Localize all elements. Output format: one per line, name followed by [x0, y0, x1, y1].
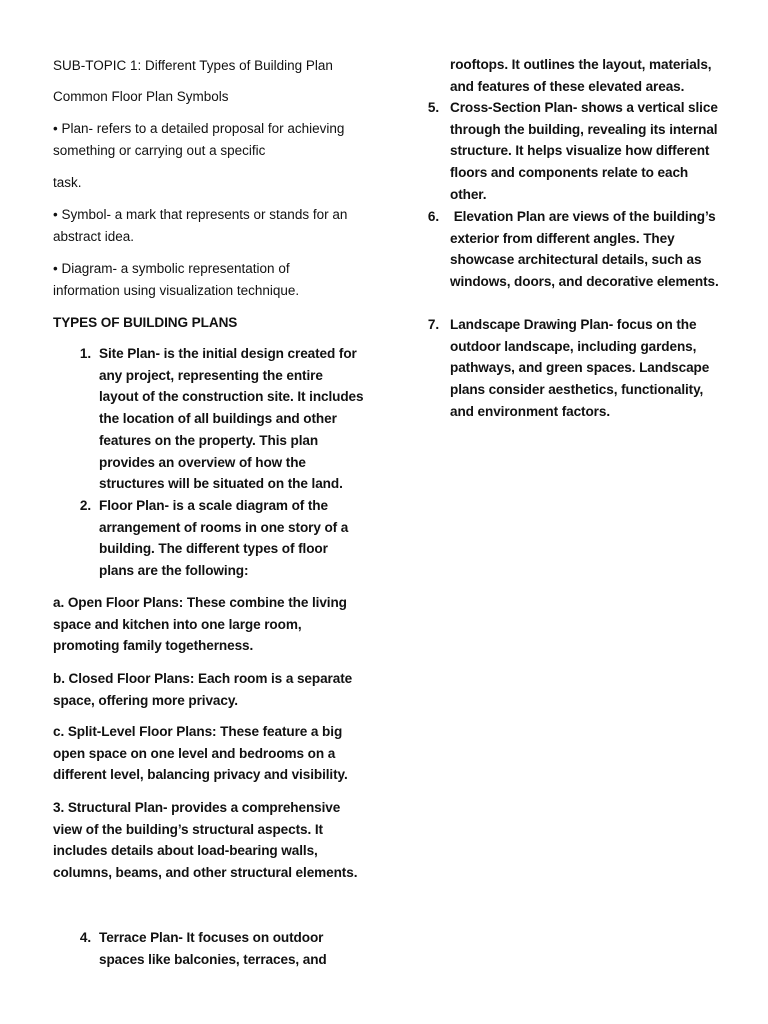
subtopic-title: SUB-TOPIC 1: Different Types of Building Plan — [53, 58, 333, 73]
list-number: 1. — [79, 346, 91, 361]
list-number: 7. — [427, 317, 439, 332]
list-item-terrace-plan — [53, 927, 365, 970]
list-text: Elevation Plan are views of the building’s exterior from different angles. They showcase architectural details, such as windows, doors, and decorative elements. — [450, 209, 720, 290]
list-item-elevation-plan — [425, 206, 725, 293]
list-text: Cross-Section Plan- shows a vertical slice through the building, revealing its internal structure. It helps visualize how different floors and components relate to each other. — [450, 100, 718, 202]
open-floor-plans: a. Open Floor Plans: These combine the living space and kitchen into one large room, promoting family togetherness. — [53, 595, 347, 654]
list-number: 4. — [79, 930, 91, 945]
diagram-definition: • Diagram- a symbolic representation of information using visualization technique. — [53, 261, 300, 298]
symbols-heading: Common Floor Plan Symbols — [53, 89, 229, 104]
list-text: Floor Plan- is a scale diagram of the arrangement of rooms in one story of a building. The different types of floor plans are the following: — [99, 498, 349, 579]
list-number: 5. — [427, 100, 439, 115]
list-item-floor-plan — [53, 495, 365, 582]
list-number: 2. — [79, 498, 91, 513]
list-number: 6. — [427, 209, 439, 224]
symbol-definition: • Symbol- a mark that represents or stands for an abstract idea. — [53, 207, 348, 244]
list-item-cross-section-plan — [425, 97, 725, 206]
list-item-landscape-plan — [425, 314, 725, 423]
list-text: Landscape Drawing Plan- focus on the outdoor landscape, including gardens, pathways, and green spaces. Landscape plans consider aesthetics, functionality, and environment factors. — [450, 317, 710, 419]
terrace-plan-continued: rooftops. It outlines the layout, materials, and features of these elevated areas. — [450, 57, 712, 94]
plan-definition: • Plan- refers to a detailed proposal for achieving something or carrying out a specific — [53, 121, 345, 158]
list-item-site-plan — [53, 343, 365, 495]
list-text: Terrace Plan- It focuses on outdoor spaces like balconies, terraces, and — [99, 930, 327, 967]
closed-floor-plans: b. Closed Floor Plans: Each room is a separate space, offering more privacy. — [53, 671, 353, 708]
split-level-floor-plans: c. Split-Level Floor Plans: These feature a big open space on one level and bedrooms on a different level, balancing privacy and visibility. — [53, 724, 348, 783]
structural-plan: 3. Structural Plan- provides a comprehensive view of the building’s structural aspects. It includes details about load-bearing walls, columns, beams, and other structural elements. — [53, 800, 358, 881]
list-text: Site Plan- is the initial design created for any project, representing the entire layout of the construction site. It includes the location of all buildings and other features on the property. This plan provides an overview of how the structures will be situated on the land. — [99, 346, 364, 492]
types-heading: TYPES OF BUILDING PLANS — [53, 315, 238, 330]
plan-definition-continued: task. — [53, 175, 82, 190]
